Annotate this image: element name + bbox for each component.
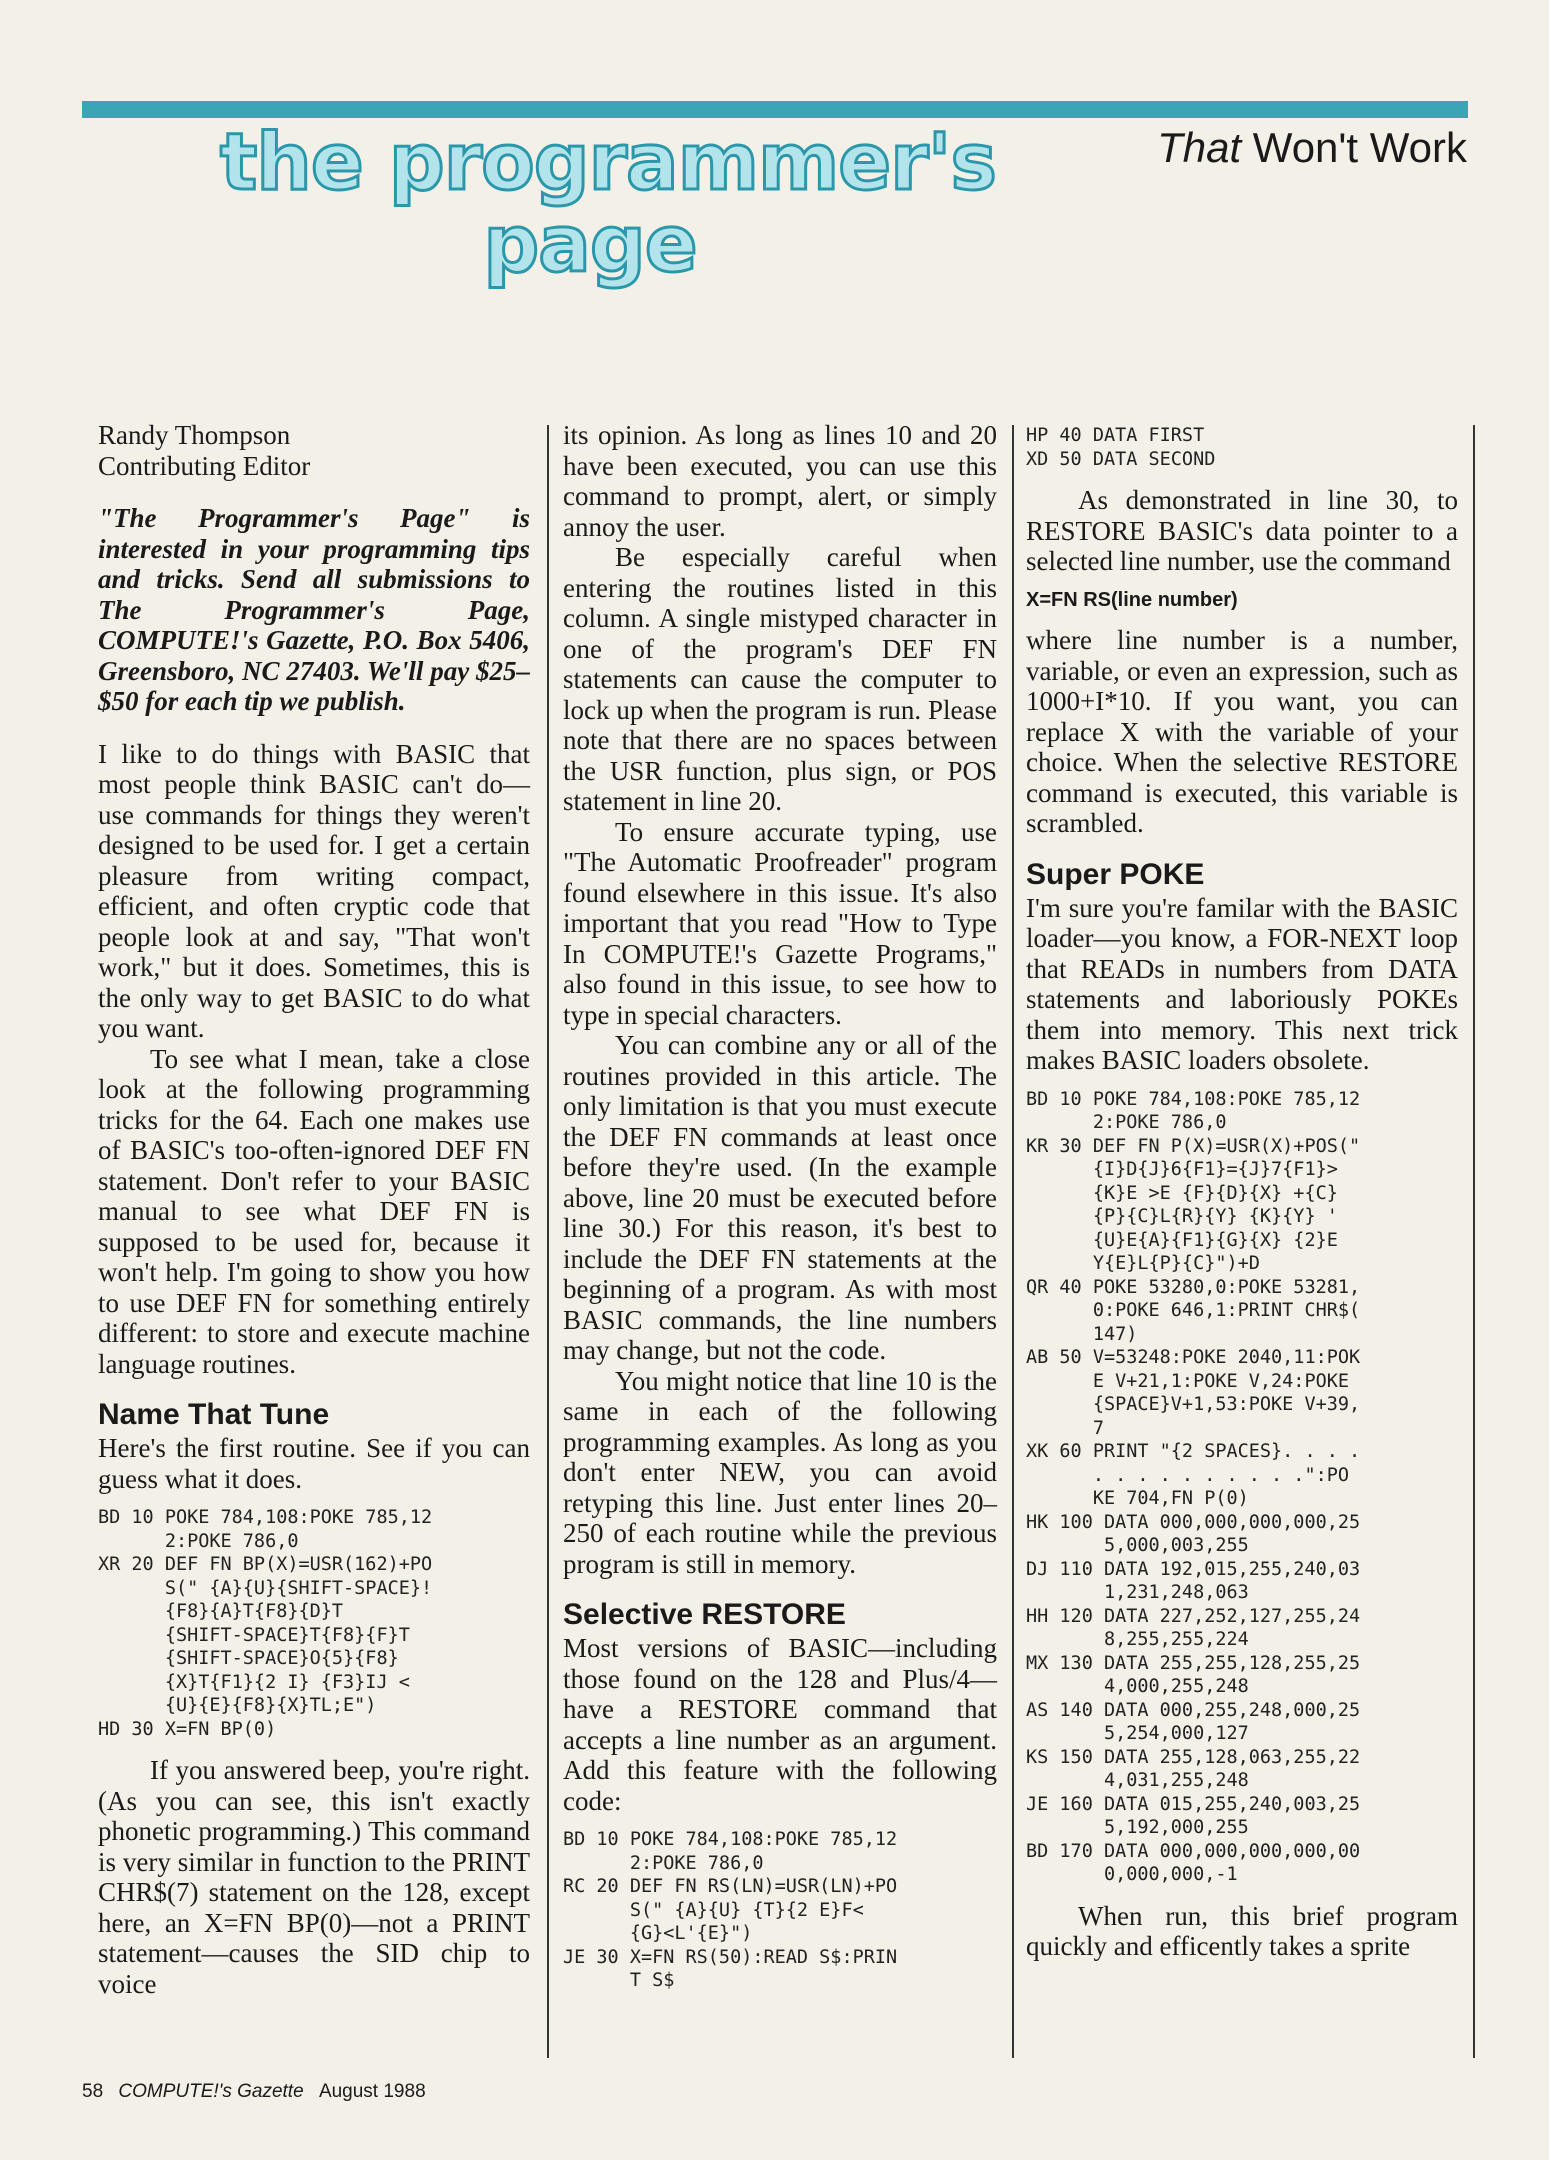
byline-role: Contributing Editor (98, 450, 311, 481)
code-listing-beep: BD 10 POKE 784,108:POKE 785,12 2:POKE 786,0 XR 20 DEF FN BP(X)=USR(162)+PO S(" {A}{U}{SHIFT-SPACE}! {F8}{A}T{F8}{D}T {SHIFT-SPACE}T{F8}{F}T {SHIFT-SPACE}O{5}{F8} {X}T{F1}{2 I} {F3}IJ < {U}{E}{F8}{X}TL;E") HD 30 X=FN BP(0) (98, 1507, 433, 1740)
logo-line-2: page (483, 200, 697, 290)
col1-paragraph-4: If you answered beep, you're right. (As you can see, this isn't exactly phonetic programming.) This command is very similar in function to the PRINT CHR$(7) statement on the 128, except here, an X=FN BP(0)—not a PRINT statement—causes the SID chip to voice (98, 1755, 530, 1999)
col2-paragraph-3: To ensure accurate typing, use "The Automatic Proofreader" program found elsewhere in this issue. It's also important that you read "How to Type In COMPUTE!'s Gazette Programs," also found in this issue, to see how to type in special characters. (563, 816, 997, 1030)
article-title (1157, 124, 1467, 172)
heading-super-poke: Super POKE (1026, 857, 1205, 891)
col3-paragraph-1: As demonstrated in line 30, to RESTORE BASIC's data pointer to a selected line number, use the command (1026, 485, 1458, 576)
column-rule-3 (1473, 425, 1475, 2058)
publication-name: COMPUTE!'s Gazette (118, 2081, 304, 2102)
article-title-rest: Won't Work (1241, 124, 1467, 171)
col2-paragraph-4: You can combine any or all of the routines provided in this article. The only limitation is that you must execute the DEF FN commands at least once before they're used. (In the example above, line 20 must be executed before line 30.) For this reason, it's best to include the DEF FN statements at the beginning of a program. As with most BASIC commands, the line numbers may change, but not the code. (563, 1030, 997, 1365)
column-1 (98, 420, 530, 1999)
col3-paragraph-3: I'm sure you're familar with the BASIC loader—you know, a FOR-NEXT loop that READs in numbers from DATA statements and laboriously POKEs them into memory. This next trick makes BASIC loaders obsolete. (1026, 892, 1458, 1075)
restore-command-syntax: X=FN RS(line number) (1026, 588, 1238, 611)
col2-paragraph-6: Most versions of BASIC—including those found on the 128 and Plus/4—have a RESTORE command that accepts a line number as an argument. Add this feature with the following code: (563, 1633, 997, 1816)
col1-paragraph-1: I like to do things with BASIC that most people think BASIC can't do—use commands for things they weren't designed to be used for. I get a certain pleasure from writing compact, efficient, and often cryptic code that people look at and say, "That won't work," but it does. Sometimes, this is the only way to get BASIC to do what you want. (98, 738, 530, 1043)
column-3 (1026, 420, 1458, 1962)
byline-author: Randy Thompson (98, 420, 291, 450)
column-2 (563, 420, 997, 2007)
column-rule-2 (1012, 425, 1014, 2058)
col3-paragraph-2: where line number is a number, variable, or even an expression, such as 1000+I*10. If you want, you can replace X with the variable of your choice. When the selective RESTORE command is executed, this variable is scrambled. (1026, 625, 1458, 838)
code-listing-restore-cont: HP 40 DATA FIRST XD 50 DATA SECOND (1026, 425, 1216, 470)
issue-date: August 1988 (318, 2081, 426, 2102)
intro-paragraph: "The Programmer's Page" is interested in your programming tips and tricks. Send all submissions to The Programmer's Page, COMPUTE!'s Gazette, P.O. Box 5406, Greensboro, NC 27403. We'll pay $25–$50 for each tip we publish. (98, 503, 530, 716)
heading-selective-restore: Selective RESTORE (563, 1598, 846, 1631)
col1-paragraph-2: To see what I mean, take a close look at the following programming tricks for the 64. Each one makes use of BASIC's too-often-ignored DEF FN statement. Don't refer to your BASIC manual to see what DEF FN is supposed to be used for, because it won't help. I'm going to show you how to use DEF FN for something entirely different: to store and execute machine language routines. (98, 1043, 530, 1379)
col1-paragraph-3: Here's the first routine. See if you can guess what it does. (98, 1433, 530, 1494)
article-title-emphasis: That (1157, 124, 1242, 171)
logo-line-1: the programmer's (220, 118, 996, 208)
col2-paragraph-5: You might notice that line 10 is the same in each of the following programming examples. As long as you don't enter NEW, you can avoid retyping this line. Just enter lines 20–250 of each routine while the previous program is still in memory. (563, 1365, 997, 1579)
col2-paragraph-2: Be especially careful when entering the routines listed in this column. A single mistyped character in one of the program's DEF FN statements can cause the computer to lock up when the program is run. Please note that there are no spaces between the USR function, plus sign, or POS statement in line 20. (563, 542, 997, 816)
column-logo (220, 118, 996, 290)
code-listing-restore: BD 10 POKE 784,108:POKE 785,12 2:POKE 786,0 RC 20 DEF FN RS(LN)=USR(LN)+PO S(" {A}{U} {T}{2 E}F< {G}<L'{E}") JE 30 X=FN RS(50):READ S$:PRIN T S$ (563, 1829, 898, 1991)
page-footer (82, 2081, 426, 2103)
col2-paragraph-1: its opinion. As long as lines 10 and 20 have been executed, you can use this command to prompt, alert, or simply annoy the user. (563, 420, 997, 542)
col3-paragraph-4: When run, this brief program quickly and efficently takes a sprite (1026, 1900, 1458, 1961)
heading-name-that-tune: Name That Tune (98, 1398, 330, 1431)
page-number: 58 (82, 2081, 104, 2102)
header-accent-bar (82, 101, 1468, 118)
code-listing-super-poke: BD 10 POKE 784,108:POKE 785,12 2:POKE 786,0 KR 30 DEF FN P(X)=USR(X)+POS(" {I}D{J}6{F1}={J}7{F1}> {K}E >E {F}{D}{X} +{C} {P}{C}L{R}{Y} {K}{Y} ' {U}E{A}{F1}{G}{X} {2}E Y{E}L{P}{C}")+D QR 40 POKE 53280,0:POKE 53281, 0:POKE 646,1:PRINT CHR$( 147) AB 50 V=53248:POKE 2040,11:POK E V+21,1:POKE V,24:POKE {SPACE}V+1,53:POKE V+39, 7 XK 60 PRINT "{2 SPACES}. . . . . . . . . . . . . .":PO KE 704,FN P(0) HK 100 DATA 000,000,000,000,25 5,000,003,255 DJ 110 DATA 192,015,255,240,03 1,231,248,063 HH 120 DATA 227,252,127,255,24 8,255,255,224 MX 130 DATA 255,255,128,255,25 4,000,255,248 AS 140 DATA 000,255,248,000,25 5,254,000,127 KS 150 DATA 255,128,063,255,22 4,031,255,248 JE 160 DATA 015,255,240,003,25 5,192,000,255 BD 170 DATA 000,000,000,000,00 0,000,000,-1 (1026, 1088, 1361, 1885)
column-rule-1 (547, 425, 549, 2058)
